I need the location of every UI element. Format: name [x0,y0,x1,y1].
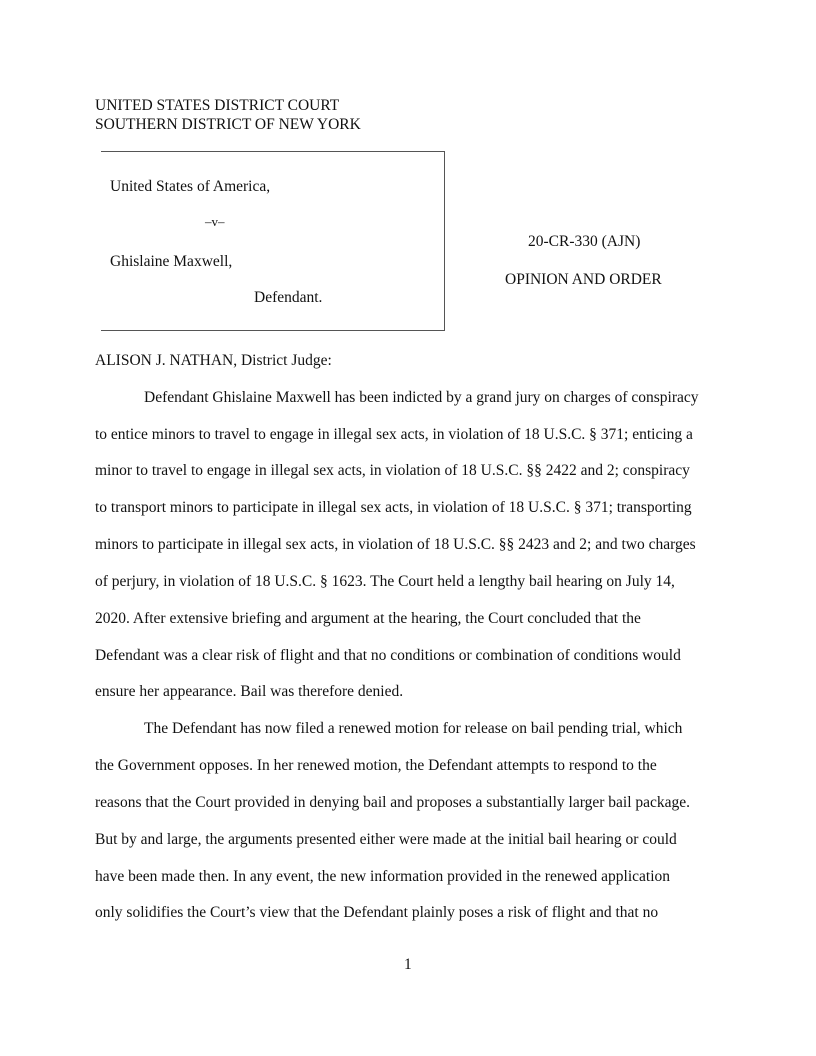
paragraph-2-line: have been made then. In any event, the new information provided in the renewed application [95,868,671,885]
paragraph-2-line: the Government opposes. In her renewed motion, the Defendant attempts to respond to the [95,757,657,774]
paragraph-2-line: But by and large, the arguments presented either were made at the initial bail hearing or could [95,831,677,848]
judge-line: ALISON J. NATHAN, District Judge: [95,352,332,369]
paragraph-1-line: 2020. After extensive briefing and argument at the hearing, the Court concluded that the [95,610,641,627]
document-title: OPINION AND ORDER [505,271,662,288]
court-name-line-2: SOUTHERN DISTRICT OF NEW YORK [95,116,361,133]
caption-plaintiff: United States of America, [110,178,271,195]
paragraph-1-line: Defendant Ghislaine Maxwell has been indicted by a grand jury on charges of conspiracy [144,389,699,406]
case-number: 20-CR-330 (AJN) [528,233,641,250]
paragraph-2-line: reasons that the Court provided in denying bail and proposes a substantially larger bail package. [95,794,691,811]
court-name-line-1: UNITED STATES DISTRICT COURT [95,97,340,114]
caption-defendant-role: Defendant. [254,289,323,306]
caption-versus: –v– [205,214,225,229]
paragraph-2-line: The Defendant has now filed a renewed motion for release on bail pending trial, which [144,720,683,737]
paragraph-1-line: minor to travel to engage in illegal sex acts, in violation of 18 U.S.C. §§ 2422 and 2; conspiracy [95,462,690,479]
paragraph-1-line: ensure her appearance. Bail was therefore denied. [95,683,404,700]
page-number: 1 [404,956,412,973]
paragraph-1-line: to transport minors to participate in illegal sex acts, in violation of 18 U.S.C. § 371; transporting [95,499,692,516]
paragraph-1-line: to entice minors to travel to engage in illegal sex acts, in violation of 18 U.S.C. § 371; enticing a [95,426,693,443]
paragraph-1-line: minors to participate in illegal sex acts, in violation of 18 U.S.C. §§ 2423 and 2; and two charges [95,536,696,553]
caption-defendant-name: Ghislaine Maxwell, [110,253,233,270]
paragraph-2-line: only solidifies the Court’s view that the Defendant plainly poses a risk of flight and that no [95,904,659,921]
paragraph-1-line: Defendant was a clear risk of flight and that no conditions or combination of conditions would [95,647,681,664]
paragraph-1-line: of perjury, in violation of 18 U.S.C. § 1623. The Court held a lengthy bail hearing on July 14, [95,573,675,590]
